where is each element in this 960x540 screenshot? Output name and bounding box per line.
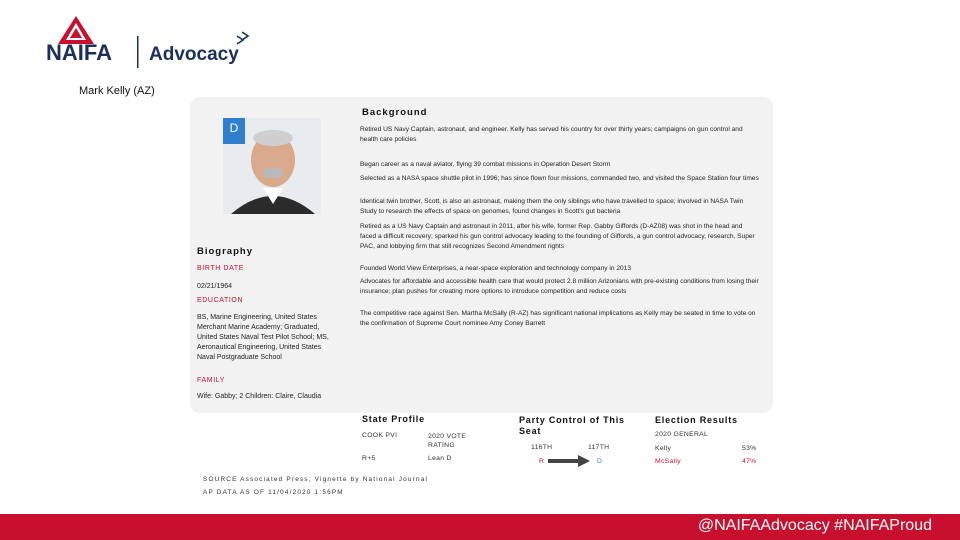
election-subheading: 2020 GENERAL: [655, 431, 709, 438]
footer-bar: [0, 514, 960, 540]
family-label: FAMILY: [197, 377, 225, 384]
background-item: Founded World View Enterprises, a near-space exploration and technology company in 2013: [360, 265, 631, 272]
naifa-logo-graphic: [44, 14, 254, 74]
party-control-heading: Party Control of This Seat: [519, 415, 625, 436]
education-value: BS, Marine Engineering, United States Merchant Marine Academy; Graduated, United States Naval Test Pilot School; MS, Aeronautical Engineering, United States Naval Postgraduate School: [197, 314, 329, 361]
state-profile-heading: State Profile: [362, 414, 425, 424]
source-line: SOURCE Associated Press; Vignette by National Journal: [203, 476, 429, 483]
result-name-mcsally: McSally: [655, 458, 681, 465]
vote-rating-value: Lean D: [428, 455, 452, 462]
vote-rating-label: 2020 VOTE RATING: [428, 433, 467, 449]
logo-advocacy-text: Advocacy: [149, 44, 239, 65]
background-item: Identical twin brother, Scott, is also an astronaut, making them the only siblings who have travelled to space; involved in NASA Twin Study to research the effects of space on genomes, found changes in Scott's gut bacteria: [360, 198, 744, 215]
background-item: The competitive race against Sen. Martha McSally (R-AZ) has significant national implications as Kelly may be seated in time to vote on the confirmation of Supreme Court nominee Amy Coney Barrett: [360, 310, 756, 327]
party-control-col2-value: D: [597, 458, 603, 465]
party-control-col1-label: 116TH: [531, 444, 553, 451]
background-heading: Background: [362, 107, 428, 118]
data-timestamp: AP DATA AS OF 11/04/2020 1:56PM: [203, 489, 344, 496]
biography-heading: Biography: [197, 246, 253, 257]
arrow-right-icon: [548, 455, 590, 467]
family-value: Wife: Gabby; 2 Children: Claire, Claudia: [197, 393, 322, 400]
footer-hashtags: @NAIFAAdvocacy #NAIFAProud: [697, 517, 932, 534]
logo-naifa-text: NAIFA: [46, 40, 112, 65]
birth-date-value: 02/21/1964: [197, 283, 233, 290]
background-item: Retired US Navy Captain, astronaut, and engineer. Kelly has served his country for over thirty years; campaigns on gun control and health care policies: [360, 126, 743, 143]
background-item: Began career as a naval aviator, flying 39 combat missions in Operation Desert Storm: [360, 161, 611, 168]
naifa-advocacy-logo: [44, 14, 254, 74]
party-control-col1-value: R: [539, 458, 545, 465]
page-title: Mark Kelly (AZ): [79, 85, 155, 97]
birth-date-label: BIRTH DATE: [197, 265, 244, 272]
cook-pvi-label: COOK PVI: [362, 432, 398, 439]
result-pct-kelly: 53%: [742, 445, 757, 452]
background-item: Selected as a NASA space shuttle pilot in 1996; has since flown four missions, commanded two, and visited the Space Station four times: [360, 175, 759, 182]
background-item: Retired as a US Navy Captain and astronaut in 2011, after his wife, former Rep. Gabby Giffords (D-AZ08) was shot in the head and faced a difficult recovery; sparked his gun control advocacy leading to the founding of Giffords, a gun control advocacy, research, Super PAC, and lobbying firm that still recognizes Second Amendment rights: [360, 223, 755, 250]
education-label: EDUCATION: [197, 297, 244, 304]
background-item: Advocates for affordable and accessible health care that would protect 2.8 million Arizonians with pre-existing conditions from losing their insurance; plan pushes for creating more options to introduce competition and reduce costs: [360, 278, 759, 295]
party-control-col2-label: 117TH: [588, 444, 610, 451]
cook-pvi-value: R+5: [362, 455, 376, 462]
party-badge: D: [223, 118, 245, 144]
result-pct-mcsally: 47%: [742, 458, 757, 465]
election-results-heading: Election Results: [655, 415, 738, 425]
result-name-kelly: Kelly: [655, 445, 672, 452]
